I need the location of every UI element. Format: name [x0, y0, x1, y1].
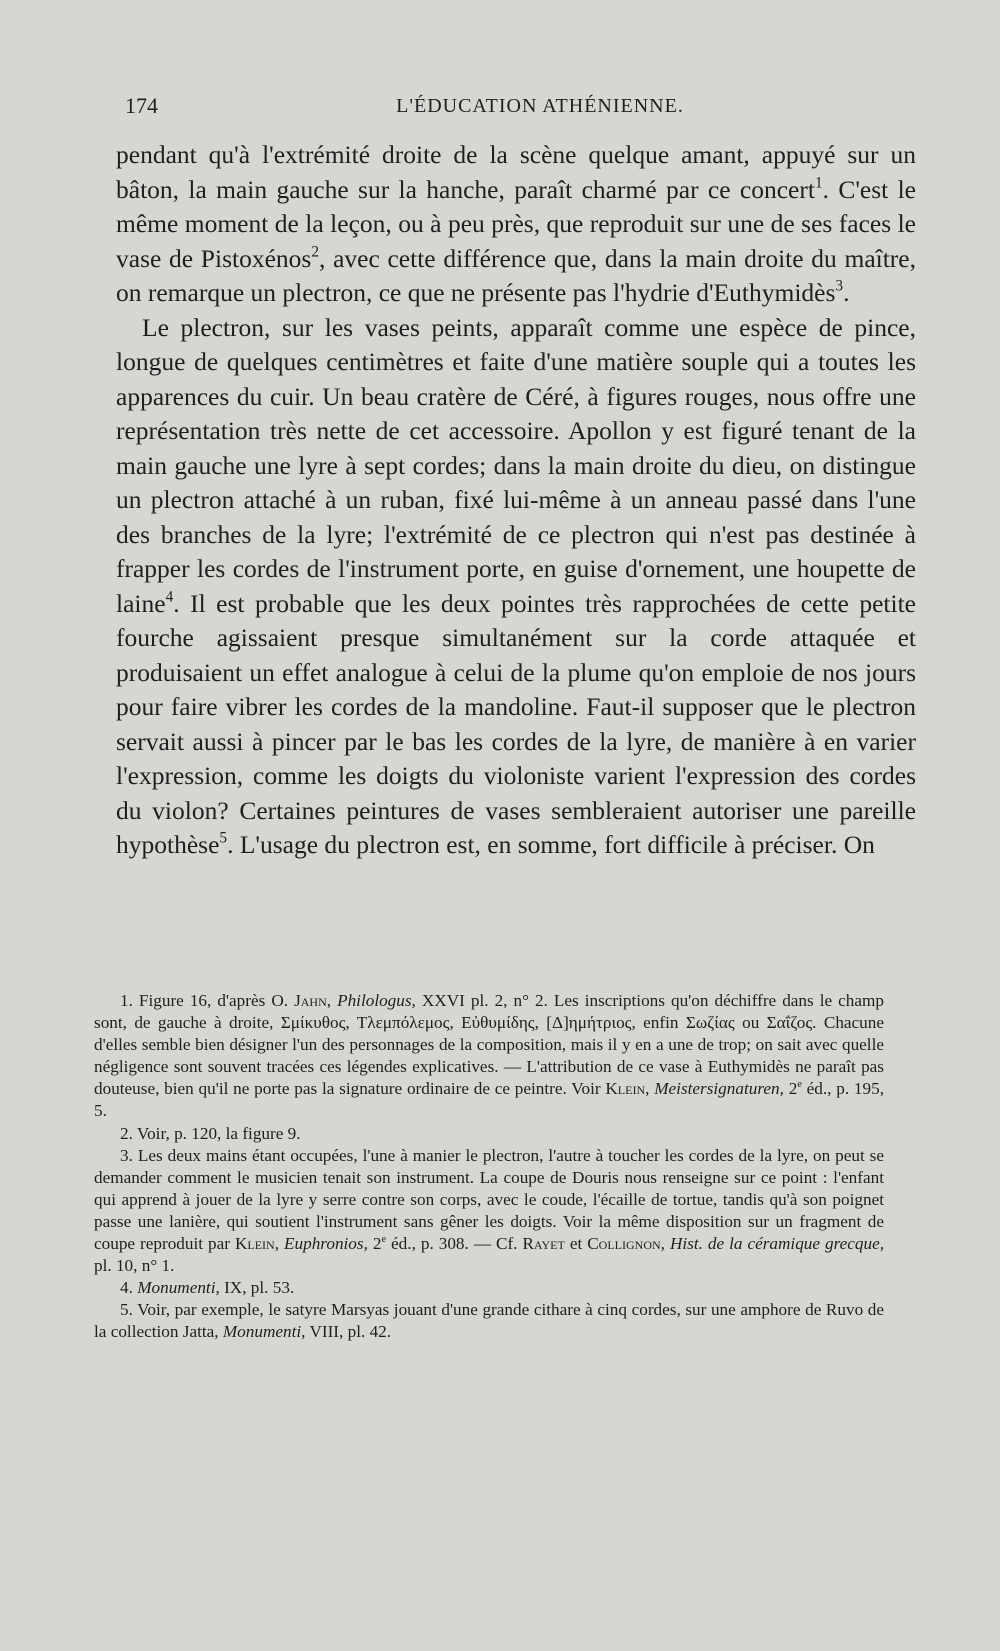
footnote-1: 1. Figure 16, d'après O. Jahn, Philologus, XXVI pl. 2, n° 2. Les inscriptions qu'on déchiffre dans le champ sont, de gauche à droite, Σμίκυθος, Τλεμπόλεμος, Εὐθυμίδης, [Δ]ημήτριος, enfin Σωζίας ou Σαΐζος. Chacune d'elles semble bien désigner l'un des personnages de la composition, mais il y en a une de trop; on sait avec quelle négligence sont souvent tracées ces légendes explicatives. — L'attribution de ce vase à Euthymidès ne paraît pas douteuse, bien qu'il ne porte pas la signature ordinaire de ce peintre. Voir Klein, Meistersignaturen, 2e éd., p. 195, 5. [94, 991, 885, 1121]
paragraph-2: Le plectron, sur les vases peints, apparaît comme une espèce de pince, longue de quelques centimètres et faite d'une matière souple qui a toutes les apparences du cuir. Un beau cratère de Céré, à figures rouges, nous offre une représentation très nette de cet accessoire. Apollon y est figuré tenant de la main gauche une lyre à sept cordes; dans la main droite du dieu, on distingue un plectron attaché à un ruban, fixé lui-même à un anneau passé dans l'une des branches de la lyre; l'extrémité de ce plectron qui n'est pas destinée à frapper les cordes de l'instrument porte, en guise d'ornement, une houpette de laine$^4$. Il est probable que les deux pointes très rapprochées de cette petite fourche agissaient presque simultanément sur la corde attaquée et produisaient un effet analogue à celui de la plume qu'on emploie de nos jours pour faire vibrer les cordes de la mandoline. Faut-il supposer que le plectron servait aussi à pincer par le bas les cordes de la lyre, de manière à en varier l'expression, comme les doigts du violoniste varient l'expression des cordes du violon? Certaines peintures de vases sembleraient autoriser une pareille hypothèse$^5$. L'usage du plectron est, en somme, fort difficile à préciser. On [116, 312, 916, 859]
paragraph-1: pendant qu'à l'extrémité droite de la scène quelque amant, appuyé sur un bâton, la main gauche sur la hanche, paraît charmé par ce concert$^1$. C'est le même moment de la leçon, ou à peu près, que reproduit sur une de ses faces le vase de Pistoxénos$^2$, avec cette différence que, dans la main droite du maître, on remarque un plectron, ce que ne présente pas l'hydrie d'Euthymidès$^3$. [116, 140, 917, 307]
footnote-2: 2. Voir, p. 120, la figure 9. [120, 1123, 301, 1143]
main-text [116, 138, 916, 863]
footnote-3: 3. Les deux mains étant occupées, l'une à manier le plectron, l'autre à toucher les cordes de la lyre, on peut se demander comment le musicien tenait son instrument. La coupe de Douris nous renseigne sur ce point : l'enfant qui apprend à jouer de la lyre y serre contre son corps, avec le coude, l'écaille de tortue, tandis qu'à son poignet passe une lanière, qui soutient l'instrument sans gêner les doigts. Voir la même disposition sur un fragment de coupe reproduit par Klein, Euphronios, 2e éd., p. 308. — Cf. Rayet et Collignon, Hist. de la céramique grecque, pl. 10, n° 1. [94, 1145, 885, 1276]
footnote-5: 5. Voir, par exemple, le satyre Marsyas jouant d'une grande cithare à cinq cordes, sur une amphore de Ruvo de la collection Jatta, Monumenti, VIII, pl. 42. [94, 1300, 884, 1342]
footnote-ref-2: 2 [311, 242, 319, 260]
footnote-ref-1: 1 [814, 173, 823, 191]
footnote-ref-3: 3 [835, 277, 844, 295]
page-header [125, 93, 875, 123]
running-title: L'ÉDUCATION ATHÉNIENNE. [396, 95, 684, 117]
footnote-ref-5: 5 [219, 829, 228, 847]
footnotes [94, 990, 884, 1344]
page-number: 174 [125, 93, 158, 118]
footnote-4: 4. Monumenti, IX, pl. 53. [120, 1278, 295, 1298]
footnote-ref-4: 4 [165, 587, 174, 605]
